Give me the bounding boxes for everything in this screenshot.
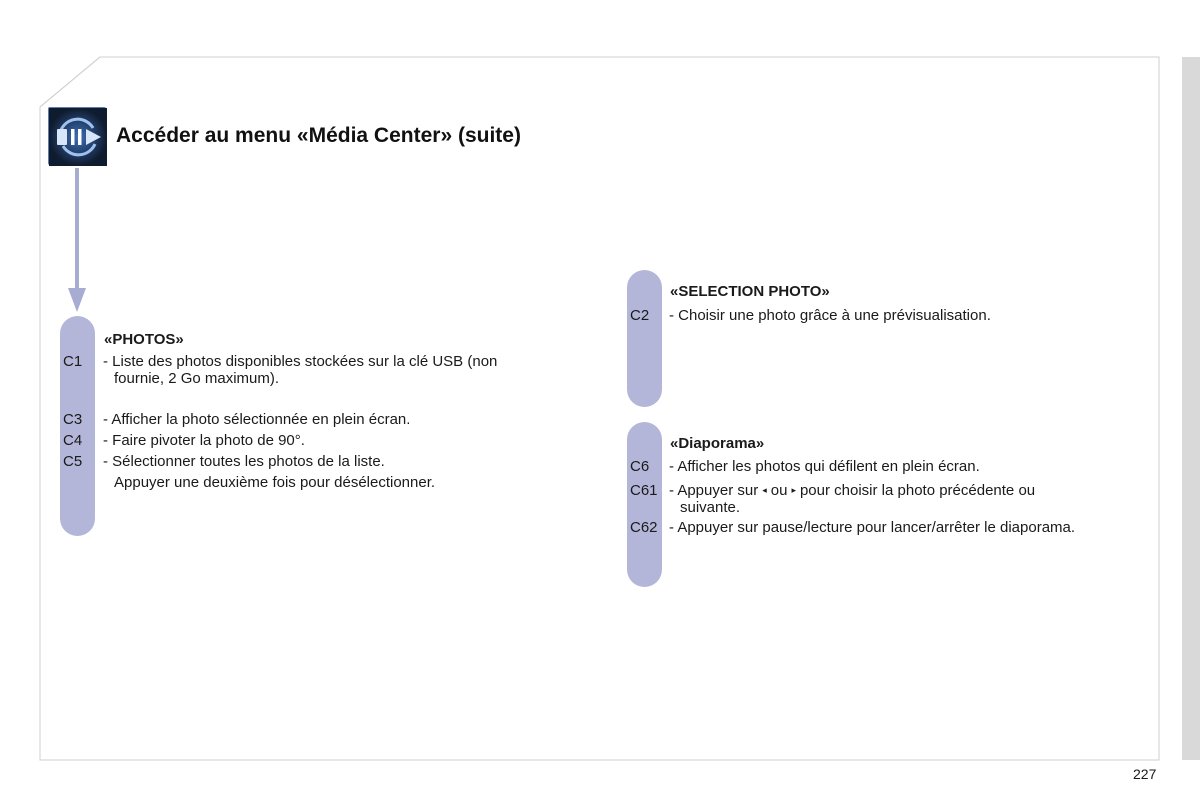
- c61-text-before: - Appuyer sur: [669, 482, 759, 499]
- c6-text: - Afficher les photos qui défilent en plein écran.: [669, 458, 980, 475]
- c5-text-line-2: Appuyer une deuxième fois pour désélectionner.: [114, 474, 436, 491]
- code-c2: C2: [630, 307, 650, 324]
- left-triangle-icon: ◂: [762, 485, 767, 495]
- right-triangle-icon: ▸: [791, 485, 796, 495]
- c62-text: - Appuyer sur pause/lecture pour lancer/arrêter le diaporama.: [669, 519, 1076, 536]
- c1-text-line-1: - Liste des photos disponibles stockées sur la clé USB (non: [103, 353, 498, 370]
- c61-text-middle: ou: [770, 482, 788, 499]
- down-arrow-icon: [66, 168, 88, 314]
- code-c3: C3: [63, 411, 83, 428]
- code-c61: C61: [630, 482, 658, 499]
- diaporama-bar: [627, 422, 662, 587]
- selection-photo-title: «SELECTION PHOTO»: [670, 283, 830, 300]
- code-c5: C5: [63, 453, 83, 470]
- side-margin-strip: [1182, 57, 1200, 760]
- c5-text-line-1: - Sélectionner toutes les photos de la liste.: [103, 453, 385, 470]
- c3-text: - Afficher la photo sélectionnée en plein écran.: [103, 411, 411, 428]
- code-c6: C6: [630, 458, 650, 475]
- diaporama-title: «Diaporama»: [670, 435, 765, 452]
- code-c4: C4: [63, 432, 83, 449]
- c61-text-line-1: [669, 482, 1035, 499]
- page-title: Accéder au menu «Média Center» (suite): [116, 124, 521, 147]
- c61-text-after: pour choisir la photo précédente ou: [799, 482, 1036, 499]
- code-c62: C62: [630, 519, 658, 536]
- c4-text: - Faire pivoter la photo de 90°.: [103, 432, 305, 449]
- c1-text-line-2: fournie, 2 Go maximum).: [114, 370, 280, 387]
- media-center-icon: [48, 107, 106, 165]
- photos-title: «PHOTOS»: [104, 331, 184, 348]
- page-number: 227: [1133, 766, 1157, 782]
- c2-text: - Choisir une photo grâce à une prévisualisation.: [669, 307, 991, 324]
- selection-photo-bar: [627, 270, 662, 407]
- c61-text-line-2: suivante.: [680, 499, 741, 516]
- code-c1: C1: [63, 353, 83, 370]
